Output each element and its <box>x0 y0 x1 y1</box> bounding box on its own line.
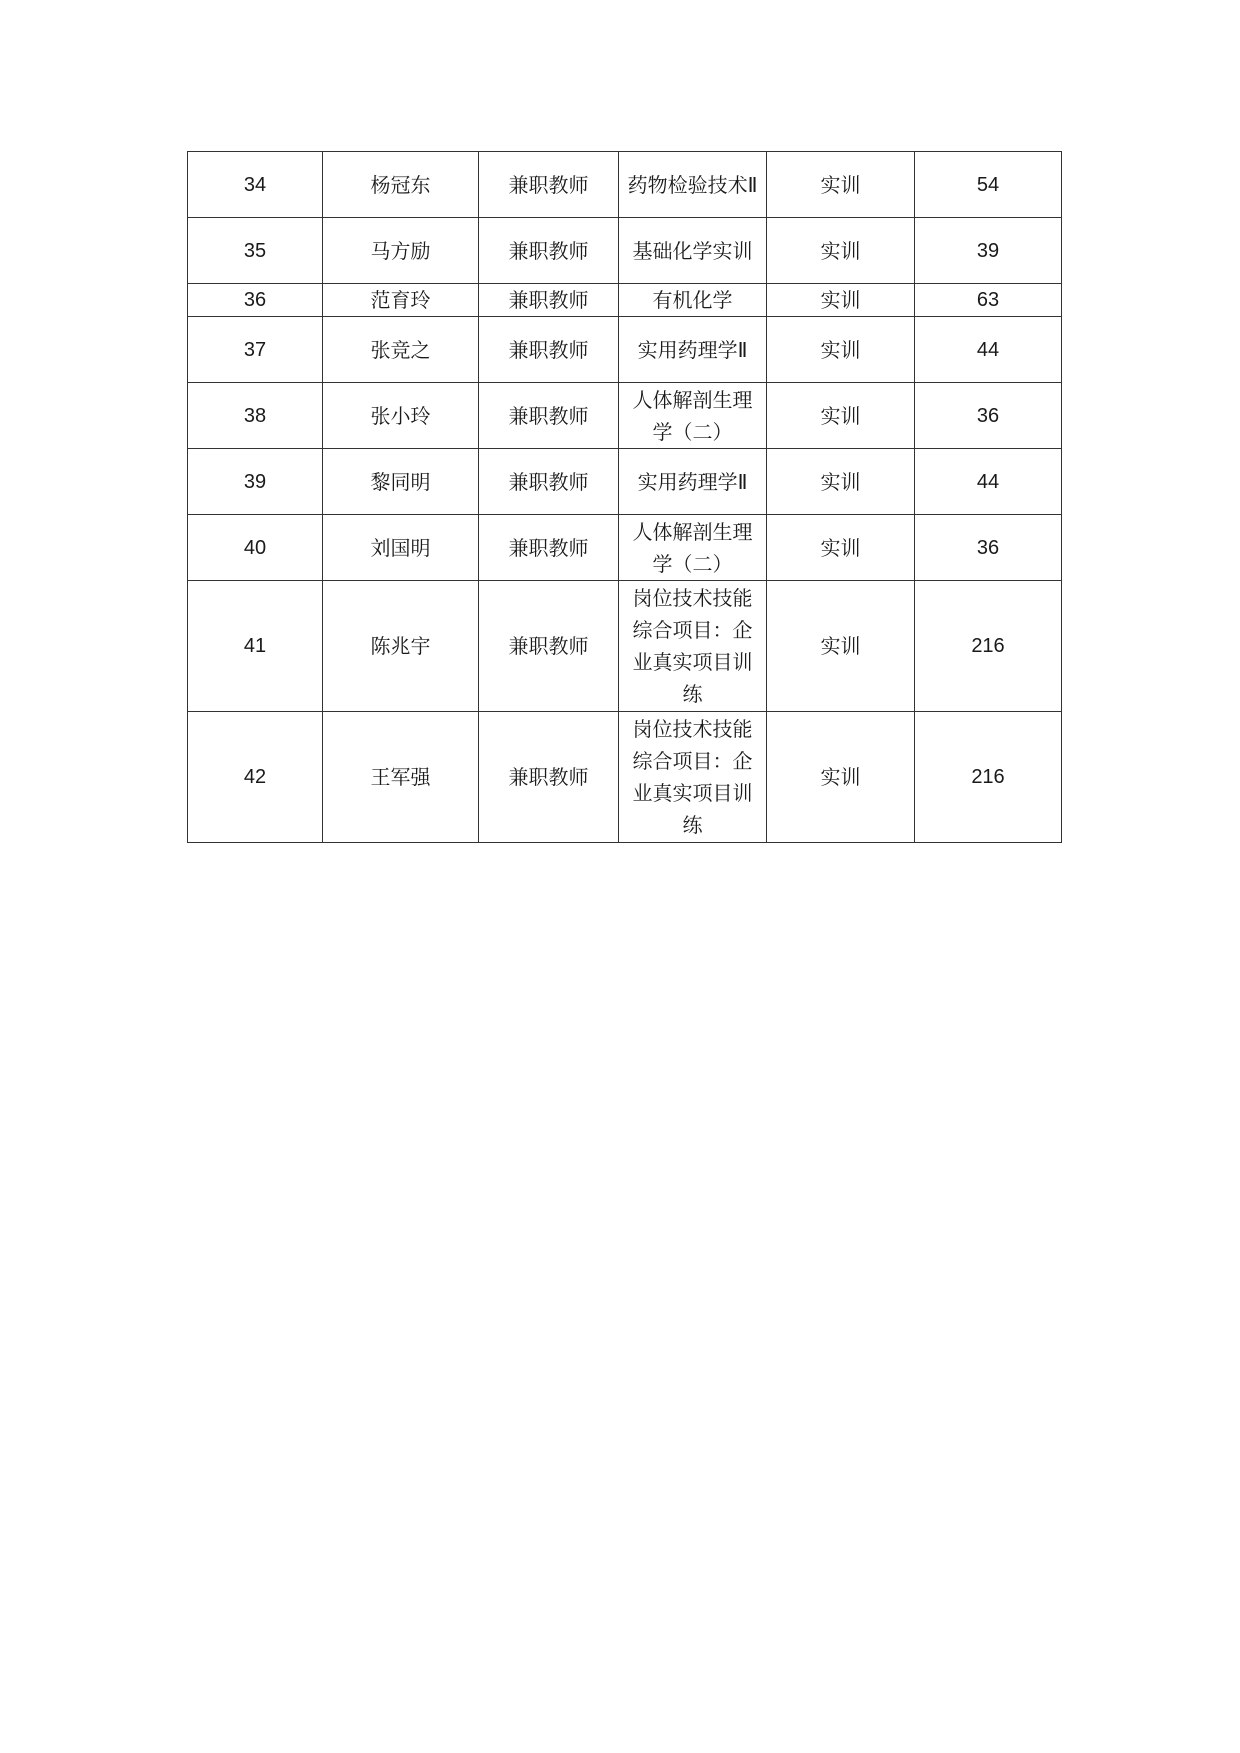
teacher-name: 陈兆宇 <box>323 581 479 712</box>
teacher-name: 张小玲 <box>323 383 479 449</box>
teacher-name: 王军强 <box>323 712 479 843</box>
course-type: 实训 <box>767 449 915 515</box>
course-hours: 44 <box>915 449 1062 515</box>
table-row <box>188 712 1062 843</box>
teacher-role: 兼职教师 <box>479 449 619 515</box>
course-type: 实训 <box>767 152 915 218</box>
table-row <box>188 449 1062 515</box>
course-type: 实训 <box>767 581 915 712</box>
table-row <box>188 284 1062 317</box>
course-name: 基础化学实训 <box>619 218 767 284</box>
row-number: 40 <box>188 515 323 581</box>
course-type: 实训 <box>767 218 915 284</box>
course-hours: 36 <box>915 383 1062 449</box>
row-number: 34 <box>188 152 323 218</box>
table-row <box>188 317 1062 383</box>
teacher-name: 张竞之 <box>323 317 479 383</box>
course-type: 实训 <box>767 712 915 843</box>
row-number: 38 <box>188 383 323 449</box>
course-hours: 216 <box>915 712 1062 843</box>
table-row <box>188 383 1062 449</box>
teacher-role: 兼职教师 <box>479 218 619 284</box>
course-name: 岗位技术技能综合项目：企业真实项目训练 <box>619 581 767 712</box>
course-name: 人体解剖生理学（二） <box>619 515 767 581</box>
course-hours: 39 <box>915 218 1062 284</box>
teacher-name: 黎同明 <box>323 449 479 515</box>
teacher-role: 兼职教师 <box>479 317 619 383</box>
course-type: 实训 <box>767 317 915 383</box>
course-hours: 216 <box>915 581 1062 712</box>
teacher-role: 兼职教师 <box>479 383 619 449</box>
teacher-name: 刘国明 <box>323 515 479 581</box>
table-row <box>188 515 1062 581</box>
row-number: 36 <box>188 284 323 317</box>
teacher-role: 兼职教师 <box>479 712 619 843</box>
teacher-role: 兼职教师 <box>479 152 619 218</box>
row-number: 39 <box>188 449 323 515</box>
course-type: 实训 <box>767 515 915 581</box>
course-name: 有机化学 <box>619 284 767 317</box>
course-hours: 36 <box>915 515 1062 581</box>
course-hours: 44 <box>915 317 1062 383</box>
course-type: 实训 <box>767 383 915 449</box>
course-hours: 63 <box>915 284 1062 317</box>
course-name: 实用药理学Ⅱ <box>619 317 767 383</box>
course-hours: 54 <box>915 152 1062 218</box>
teacher-course-table <box>187 151 1062 843</box>
course-type: 实训 <box>767 284 915 317</box>
row-number: 35 <box>188 218 323 284</box>
row-number: 41 <box>188 581 323 712</box>
course-name: 实用药理学Ⅱ <box>619 449 767 515</box>
course-name: 药物检验技术Ⅱ <box>619 152 767 218</box>
teacher-role: 兼职教师 <box>479 284 619 317</box>
course-name: 岗位技术技能综合项目：企业真实项目训练 <box>619 712 767 843</box>
course-name: 人体解剖生理学（二） <box>619 383 767 449</box>
teacher-role: 兼职教师 <box>479 581 619 712</box>
row-number: 42 <box>188 712 323 843</box>
row-number: 37 <box>188 317 323 383</box>
teacher-role: 兼职教师 <box>479 515 619 581</box>
table-row <box>188 218 1062 284</box>
teacher-name: 范育玲 <box>323 284 479 317</box>
teacher-name: 马方励 <box>323 218 479 284</box>
table-row <box>188 152 1062 218</box>
teacher-name: 杨冠东 <box>323 152 479 218</box>
table-row <box>188 581 1062 712</box>
